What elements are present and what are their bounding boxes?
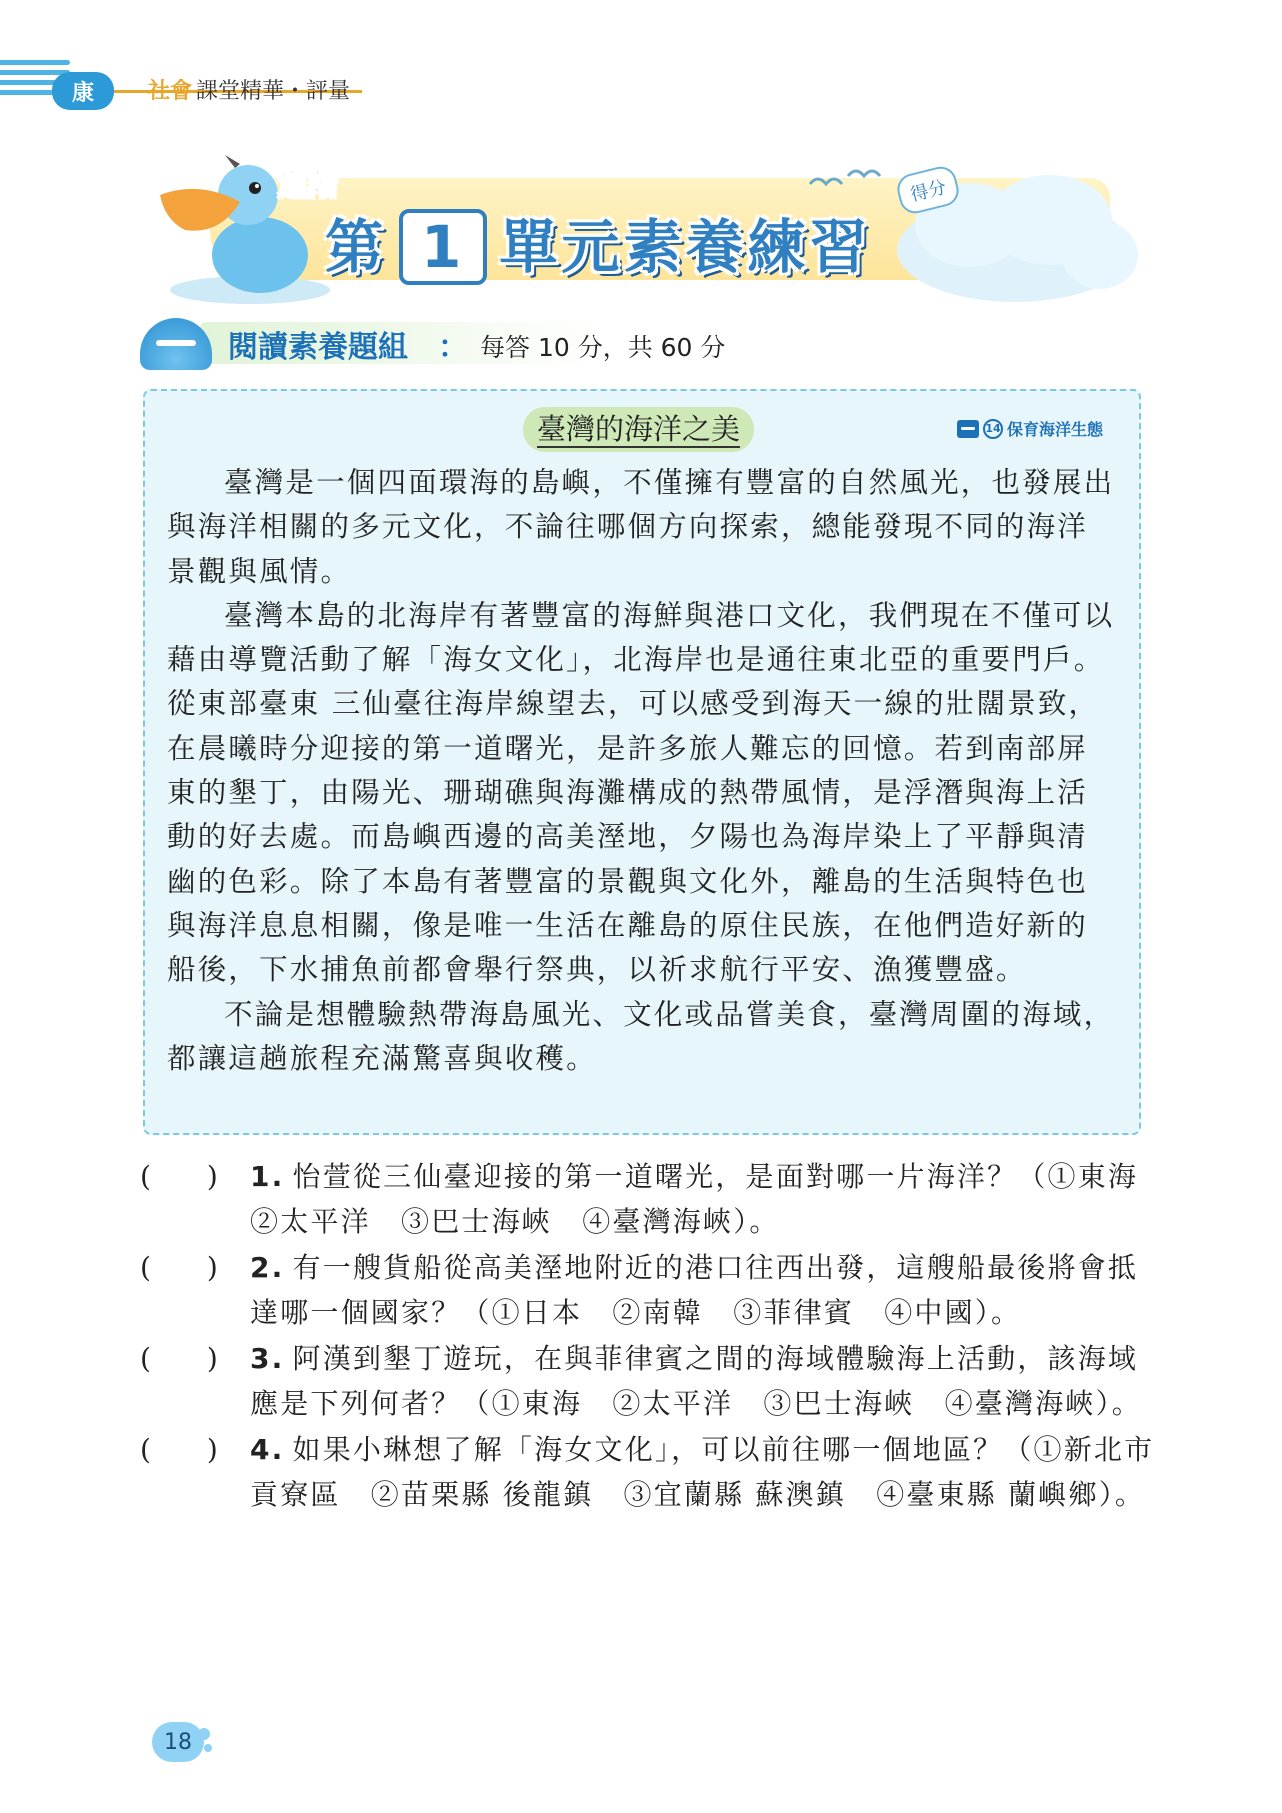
brand-badge: 康 [52,72,114,110]
unit-title [325,200,871,285]
question-item [140,1155,1169,1244]
subject-label: 社會 [148,79,193,104]
book-subtitle: 課堂精華・評量 [196,79,351,104]
section-score-note: 每答 10 分，共 60 分 [480,333,726,362]
question-text: 怡萱從三仙臺迎接的第一道曙光，是面對哪一片海洋？（①東海 ②太平洋 ③巴士海峽 ④臺灣海峽）。 [250,1160,1169,1238]
article-title: 臺灣的海洋之美 [523,407,754,452]
question-text: 如果小琳想了解「海女文化」，可以前往哪一個地區？（①新北市 貢寮區 ②苗栗縣 後龍鎮 ③宜蘭縣 蘇澳鎮 ④臺東縣 蘭嶼鄉）。 [250,1433,1155,1511]
answer-blank[interactable]: ( ) [140,1160,218,1193]
score-label: 得分 [894,163,962,216]
question-list [140,1155,1169,1519]
section-heading [140,318,760,368]
section-colon: ： [438,330,468,365]
question-number: 3. [250,1342,285,1375]
article-body [167,461,1117,1081]
sdg-number: 14 [983,419,1003,439]
header-subject [148,74,350,105]
reading-passage-box [143,389,1141,1135]
article-paragraph: 不論是想體驗熱帶海島風光、文化或品嘗美食，臺灣周圍的海域，都讓這趟旅程充滿驚喜與收穫。 [167,997,1115,1075]
question-item [140,1246,1160,1335]
unit-title-suffix: 單元素養練習 [499,213,872,281]
seagull-icon [808,164,888,194]
page-number: 18 [152,1722,204,1762]
sdg-tag [957,417,1103,440]
article-paragraph: 臺灣本島的北海岸有著豐富的海鮮與港口文化，我們現在不僅可以藉由導覽活動了解「海女文化」，北海岸也是通往東北亞的重要門戶。從東部臺東 三仙臺往海岸線望去，可以感受到海天一線的壯闊景致，在晨曦時分迎接的第一道曙光，是許多旅人難忘的回憶。若到南部屏東的墾丁，由陽光、珊瑚礁與海灘構成的熱帶風情，是浮潛與海上活動的好去處。而島嶼西邊的高美溼地，夕陽也為海岸染上了平靜與清幽的色彩。除了本島有著豐富的景觀與文化外，離島的生活與特色也與海洋息息相關，像是唯一生活在離島的原住民族，在他們造好新的船後，下水捕魚前都會舉行祭典，以祈求航行平安、漁獲豐盛。 [167,598,1115,987]
answer-blank[interactable]: ( ) [140,1433,218,1466]
question-text: 阿漢到墾丁遊玩，在與菲律賓之間的海域體驗海上活動，該海域應是下列何者？（①東海 ②太平洋 ③巴士海峽 ④臺灣海峽）。 [250,1342,1143,1420]
unit-title-prefix: 第 [325,213,388,281]
section-title: 閱讀素養題組 [228,330,408,365]
bubble-icon [204,1744,212,1752]
question-number: 1. [250,1160,285,1193]
ocean-icon [957,420,979,438]
article-paragraph: 臺灣是一個四面環海的島嶼，不僅擁有豐富的自然風光，也發展出與海洋相關的多元文化，不論往哪個方向探索，總能發現不同的海洋景觀與風情。 [167,466,1115,588]
answer-blank[interactable]: ( ) [140,1342,218,1375]
unit-number: 1 [399,209,487,285]
answer-blank[interactable]: ( ) [140,1251,218,1284]
sdg-label: 保育海洋生態 [1007,420,1104,439]
question-text: 有一艘貨船從高美溼地附近的港口往西出發，這艘船最後將會抵達哪一個國家？（①日本 ②南韓 ③菲律賓 ④中國）。 [250,1251,1139,1329]
question-number: 2. [250,1251,285,1284]
question-item [140,1428,1160,1517]
level-tag: 進階 [278,168,338,203]
question-number: 4. [250,1433,285,1466]
question-item [140,1337,1160,1426]
